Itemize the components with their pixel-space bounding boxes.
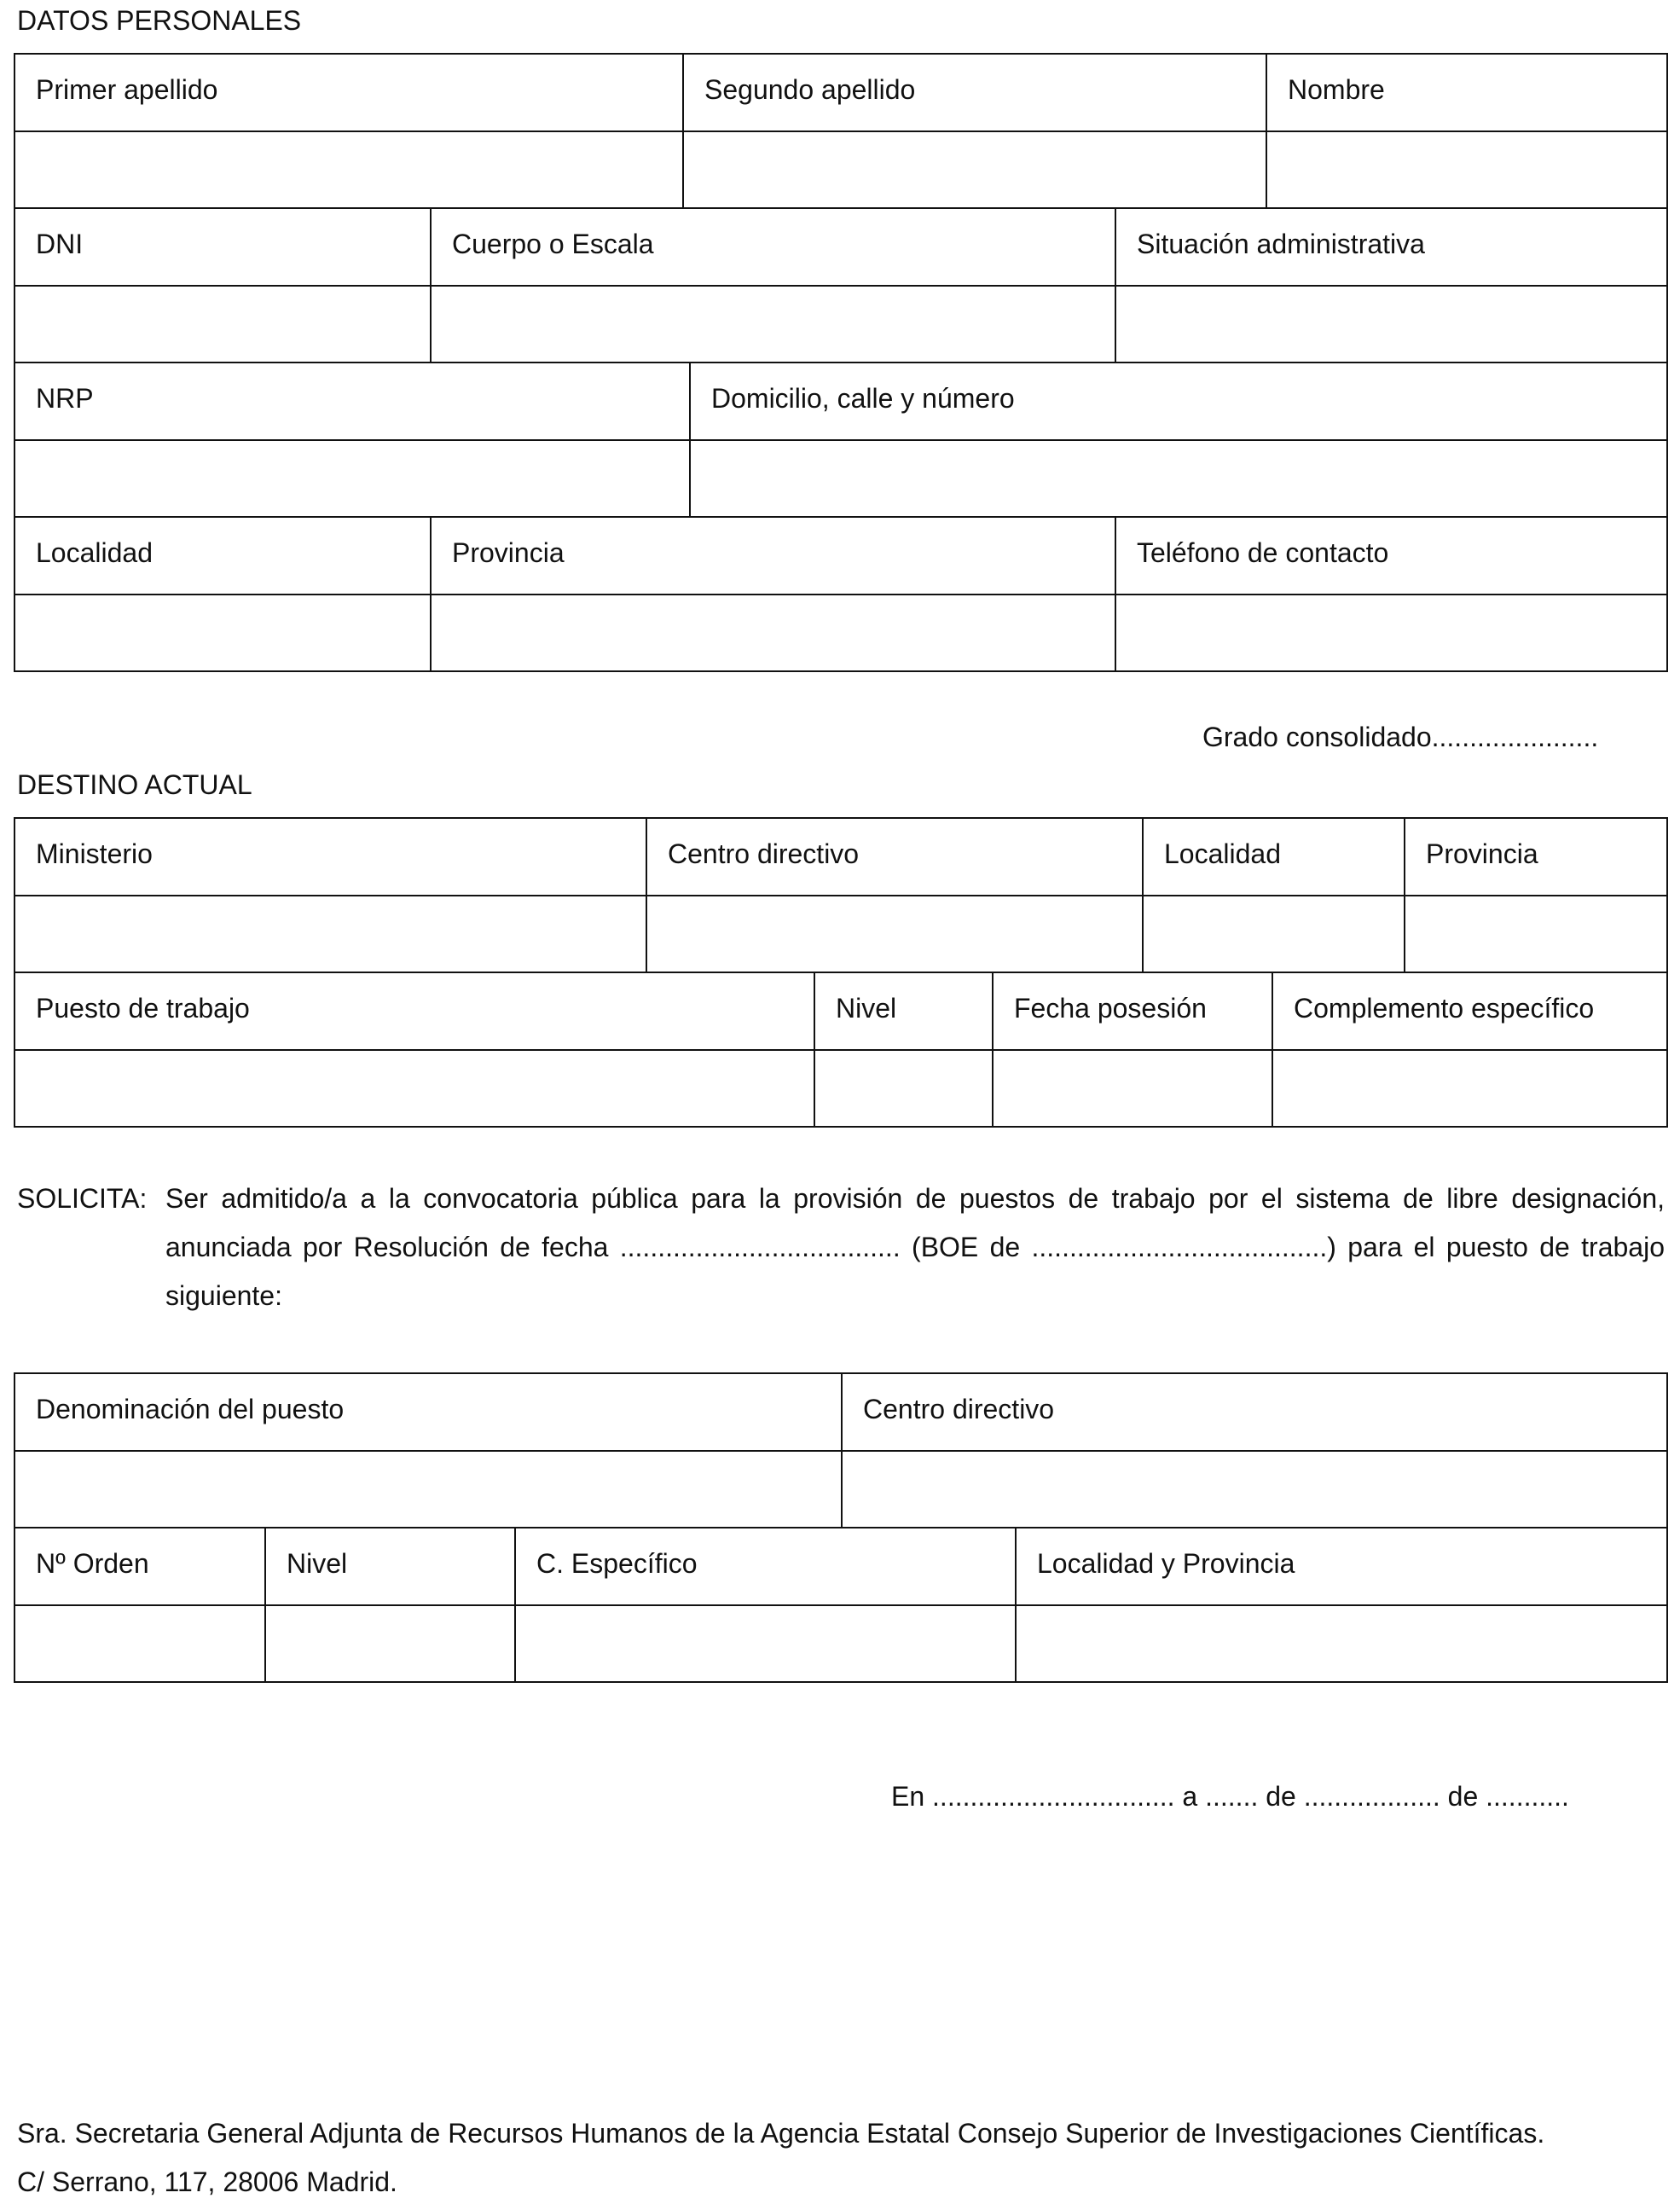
table-input-row <box>15 1051 1668 1128</box>
label-cuerpo-escala: Cuerpo o Escala <box>432 209 1116 287</box>
cuerpo-escala-field[interactable] <box>432 287 1116 364</box>
datos-personales-table <box>14 53 1668 672</box>
label-dni: DNI <box>15 209 432 287</box>
table-header-row <box>15 819 1668 896</box>
table-input-row <box>15 1606 1668 1684</box>
provincia-destino-field[interactable] <box>1405 896 1668 974</box>
centro-directivo-field[interactable] <box>647 896 1144 974</box>
label-nombre: Nombre <box>1267 55 1668 132</box>
label-complemento-especifico: Complemento específico <box>1273 973 1668 1051</box>
centro-directivo-solicitado-field[interactable] <box>843 1452 1668 1529</box>
label-telefono-contacto: Teléfono de contacto <box>1116 518 1668 595</box>
label-ministerio: Ministerio <box>15 819 647 896</box>
label-puesto-trabajo: Puesto de trabajo <box>15 973 815 1051</box>
table-input-row <box>15 441 1668 519</box>
puesto-solicitado-table <box>14 1372 1668 1683</box>
label-nivel: Nivel <box>266 1528 516 1606</box>
table-header-row <box>15 209 1668 287</box>
table-header-row <box>15 55 1668 132</box>
label-localidad: Localidad <box>1144 819 1405 896</box>
table-input-row <box>15 595 1668 673</box>
localidad-field[interactable] <box>15 595 432 673</box>
label-segundo-apellido: Segundo apellido <box>684 55 1267 132</box>
solicita-text-rest: anunciada por Resolución de fecha ..................................... (BOE de .......................................) para el puesto de trabajo siguiente: <box>165 1232 1665 1311</box>
domicilio-field[interactable] <box>691 441 1668 519</box>
ministerio-field[interactable] <box>15 896 647 974</box>
localidad-destino-field[interactable] <box>1144 896 1405 974</box>
section-title-datos-personales: DATOS PERSONALES <box>17 5 302 36</box>
primer-apellido-field[interactable] <box>15 132 684 210</box>
table-header-row <box>15 1374 1668 1452</box>
label-provincia: Provincia <box>1405 819 1668 896</box>
table-input-row <box>15 287 1668 364</box>
label-centro-directivo: Centro directivo <box>647 819 1144 896</box>
solicita-label: SOLICITA: <box>17 1183 148 1214</box>
provincia-field[interactable] <box>432 595 1116 673</box>
grado-consolidado-line: Grado consolidado...................... <box>1202 722 1599 752</box>
solicita-text-line1: Ser admitido/a a la convocatoria pública para la provisión de puestos de trabajo por el sistema de libre designación, <box>165 1183 1665 1214</box>
label-denominacion-puesto: Denominación del puesto <box>15 1374 843 1452</box>
nombre-field[interactable] <box>1267 132 1668 210</box>
complemento-especifico-field[interactable] <box>1273 1051 1668 1128</box>
localidad-provincia-field[interactable] <box>1017 1606 1668 1684</box>
label-nivel: Nivel <box>815 973 994 1051</box>
table-header-row <box>15 518 1668 595</box>
section-title-destino-actual: DESTINO ACTUAL <box>17 769 252 800</box>
numero-orden-field[interactable] <box>15 1606 266 1684</box>
table-input-row <box>15 1452 1668 1529</box>
nrp-field[interactable] <box>15 441 691 519</box>
label-centro-directivo: Centro directivo <box>843 1374 1668 1452</box>
c-especifico-field[interactable] <box>516 1606 1017 1684</box>
denominacion-puesto-field[interactable] <box>15 1452 843 1529</box>
telefono-contacto-field[interactable] <box>1116 595 1668 673</box>
table-header-row <box>15 973 1668 1051</box>
label-provincia: Provincia <box>432 518 1116 595</box>
nivel-field[interactable] <box>815 1051 994 1128</box>
nivel-solicitado-field[interactable] <box>266 1606 516 1684</box>
table-input-row <box>15 132 1668 210</box>
dni-field[interactable] <box>15 287 432 364</box>
label-localidad-provincia: Localidad y Provincia <box>1017 1528 1668 1606</box>
label-domicilio: Domicilio, calle y número <box>691 363 1668 441</box>
label-fecha-posesion: Fecha posesión <box>994 973 1273 1051</box>
label-situacion-administrativa: Situación administrativa <box>1116 209 1668 287</box>
segundo-apellido-field[interactable] <box>684 132 1267 210</box>
label-primer-apellido: Primer apellido <box>15 55 684 132</box>
situacion-administrativa-field[interactable] <box>1116 287 1668 364</box>
label-numero-orden: Nº Orden <box>15 1528 266 1606</box>
label-localidad: Localidad <box>15 518 432 595</box>
destino-actual-table <box>14 817 1668 1128</box>
puesto-trabajo-field[interactable] <box>15 1051 815 1128</box>
label-nrp: NRP <box>15 363 691 441</box>
destinatario-line1: Sra. Secretaria General Adjunta de Recursos Humanos de la Agencia Estatal Consejo Superior de Investigaciones Científicas. <box>17 2118 1545 2149</box>
table-header-row <box>15 363 1668 441</box>
fecha-posesion-field[interactable] <box>994 1051 1273 1128</box>
fecha-lugar-line: En ................................ a ....... de .................. de ........... <box>891 1781 1569 1812</box>
label-c-especifico: C. Específico <box>516 1528 1017 1606</box>
table-header-row <box>15 1528 1668 1606</box>
table-input-row <box>15 896 1668 974</box>
solicita-paragraph <box>17 1175 1665 1320</box>
destinatario-line2: C/ Serrano, 117, 28006 Madrid. <box>17 2166 397 2197</box>
